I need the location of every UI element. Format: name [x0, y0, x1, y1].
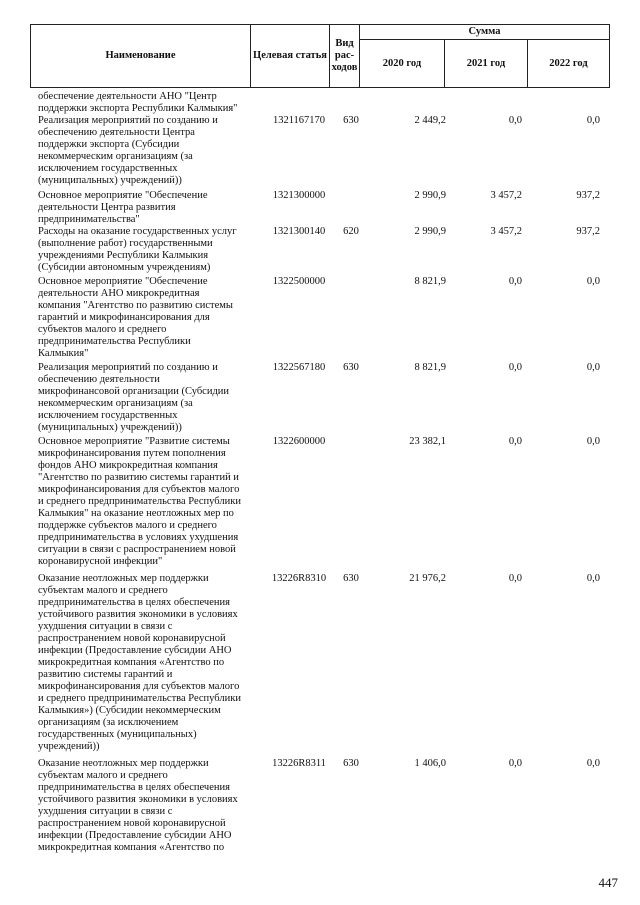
row-value-2022: 0,0 — [586, 758, 600, 769]
row-value-2020: 21 976,2 — [409, 573, 446, 584]
row-target-article: 13226R8311 — [272, 758, 326, 769]
header-sum: Сумма — [359, 24, 610, 40]
row-target-article: 1321300000 — [272, 190, 326, 201]
row-value-2022: 0,0 — [586, 436, 600, 447]
row-target-article: 1321300140 — [272, 226, 326, 237]
row-value-2020: 2 449,2 — [414, 115, 446, 126]
row-value-2021: 0,0 — [508, 758, 522, 769]
row-target-article: 1321167170 — [272, 115, 326, 126]
row-target-article: 13226R8310 — [271, 573, 327, 584]
row-value-2021: 3 457,2 — [490, 190, 522, 201]
row-expense-type: 630 — [343, 115, 359, 126]
row-value-2020: 1 406,0 — [414, 758, 446, 769]
row-name: обеспечение деятельности АНО "Центр поддержки экспорта Республики Калмыкия" — [38, 91, 238, 114]
row-value-2020: 23 382,1 — [409, 436, 446, 447]
page-number: 447 — [598, 875, 618, 890]
row-value-2022: 0,0 — [586, 573, 600, 584]
row-value-2021: 0,0 — [508, 276, 522, 287]
header-year-2020: 2020 год — [359, 39, 445, 88]
row-expense-type: 630 — [343, 573, 359, 584]
row-value-2021: 0,0 — [508, 362, 522, 373]
row-value-2021: 0,0 — [508, 115, 522, 126]
row-name: Основное мероприятие "Обеспечение деятельности АНО микрокредитная компания "Агентство по развитию системы гарантий и микрофинансирования для субъектов малого и среднего предпринимательства Республики Калмыкия" — [38, 276, 233, 359]
row-value-2020: 2 990,9 — [414, 226, 446, 237]
row-value-2022: 937,2 — [576, 226, 600, 237]
row-expense-type: 620 — [343, 226, 359, 237]
row-target-article: 1322500000 — [272, 276, 326, 287]
row-name: Реализация мероприятий по созданию и обеспечению деятельности микрофинансовой организации (Субсидии некоммерческим организациям (за исключением государственных (муниципальных) учреждений)) — [38, 362, 230, 433]
row-name: Оказание неотложных мер поддержки субъектам малого и среднего предпринимательства в целях обеспечения устойчивого развития экономики в условиях ухудшения ситуации в связи с распространением новой коронавирусной инфекции (Предоставление субсидии АНО микрокредитная компания «Агентство по — [38, 758, 238, 853]
row-value-2022: 0,0 — [586, 276, 600, 287]
row-value-2021: 0,0 — [508, 573, 522, 584]
row-value-2020: 8 821,9 — [414, 276, 446, 287]
row-value-2020: 8 821,9 — [414, 362, 446, 373]
header-year-2021: 2021 год — [444, 39, 528, 88]
table-header — [30, 24, 610, 88]
row-name: Реализация мероприятий по созданию и обеспечению деятельности Центра поддержки экспорта (Субсидии некоммерческим организациям (за исключением государственных (муниципальных) учреждений)) — [38, 115, 218, 186]
row-value-2022: 0,0 — [586, 362, 600, 373]
row-value-2021: 0,0 — [508, 436, 522, 447]
row-name: Основное мероприятие "Развитие системы микрофинансирования путем пополнения фондов АНО микрокредитная компания "Агентство по развитию системы гарантий и микрофинансирования для субъектов малого и среднего предпринимательства Республики Калмыкия" на оказание неотложных мер по поддержке субъектов малого и среднего предпринимательства в условиях ухудшения ситуации в связи с распространением новой коронавирусной инфекции" — [38, 436, 241, 567]
row-expense-type: 630 — [343, 758, 359, 769]
header-expense-type: Вид рас-ходов — [329, 24, 360, 88]
row-value-2020: 2 990,9 — [414, 190, 446, 201]
row-expense-type: 630 — [343, 362, 359, 373]
header-target-article: Целевая статья — [250, 24, 330, 88]
header-year-2022: 2022 год — [527, 39, 610, 88]
row-target-article: 1322600000 — [272, 436, 326, 447]
header-name: Наименование — [30, 24, 251, 88]
row-name: Оказание неотложных мер поддержки субъектам малого и среднего предпринимательства в целях обеспечения устойчивого развития экономики в условиях ухудшения ситуации в связи с распространением новой коронавирусной инфекции (Предоставление субсидии АНО микрокредитная компания «Агентство по развитию системы гарантий и микрофинансирования для субъектов малого и среднего предпринимательства Республики Калмыкия») (Субсидии некоммерческим организациям (за исключением государственных (муниципальных) учреждений)) — [38, 573, 241, 752]
row-name: Основное мероприятие "Обеспечение деятельности Центра развития предпринимательства" — [38, 190, 208, 225]
row-value-2021: 3 457,2 — [490, 226, 522, 237]
row-target-article: 1322567180 — [272, 362, 326, 373]
row-name: Расходы на оказание государственных услуг (выполнение работ) государственными учреждениями Республики Калмыкия (Субсидии автономным учреждениям) — [38, 226, 237, 273]
row-value-2022: 0,0 — [586, 115, 600, 126]
row-value-2022: 937,2 — [576, 190, 600, 201]
